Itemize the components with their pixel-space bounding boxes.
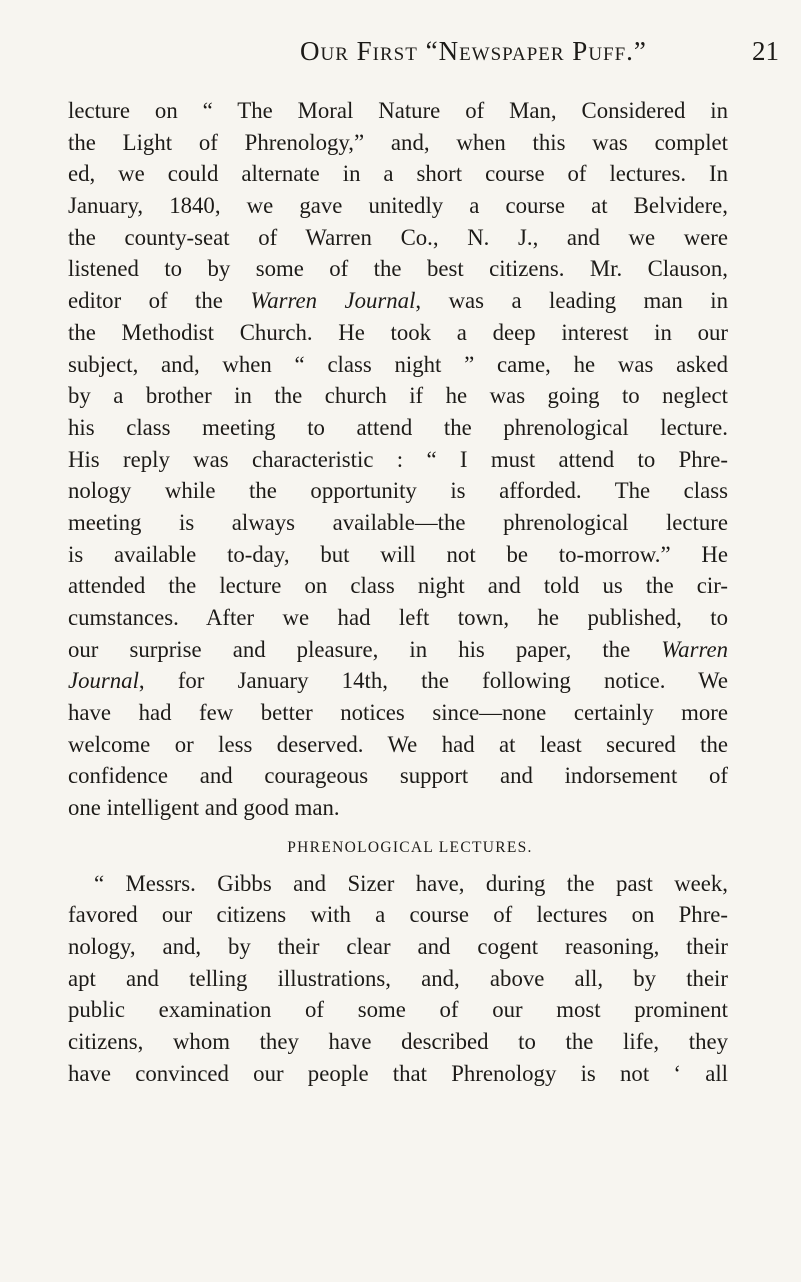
text-line: ed, we could alternate in a short course of lectures. In — [68, 161, 728, 187]
text-line: welcome or less deserved. We had at least secured the — [68, 731, 728, 757]
text-line: the county-seat of Warren Co., N. J., and we were — [68, 224, 728, 250]
text-line: cumstances. After we had left town, he published, to — [68, 605, 728, 630]
text-line: “ Messrs. Gibbs and Sizer have, during the past week, — [94, 870, 728, 896]
paragraph-quoted-notice — [68, 868, 728, 1090]
italic-title: Warren — [661, 636, 728, 662]
text-line: is available to-day, but will not be to-morrow.” He — [68, 541, 728, 567]
text-line: nology, and, by their clear and cogent reasoning, their — [68, 933, 728, 959]
text-run: , was a leading man in — [415, 288, 728, 314]
italic-title: Journal — [68, 668, 139, 694]
text-line: confidence and courageous support and indorsement of — [68, 763, 728, 789]
text-line: public examination of some of our most prominent — [68, 997, 728, 1023]
text-line: favored our citizens with a course of lectures on Phre- — [68, 902, 728, 928]
text-line: citizens, whom they have described to the life, they — [68, 1028, 728, 1054]
text-run: our surprise and pleasure, in his paper, the — [68, 636, 662, 662]
text-line: one intelligent and good man. — [68, 795, 340, 821]
paragraph-narrative — [68, 95, 728, 824]
page-number: 21 — [752, 36, 779, 66]
text-line: apt and telling illustrations, and, above all, by their — [68, 965, 728, 991]
text-line: lecture on “ The Moral Nature of Man, Considered in — [68, 98, 728, 123]
text-line — [68, 634, 728, 666]
text-line: have had few better notices since—none certainly more — [68, 700, 728, 726]
text-run: editor of the — [68, 288, 251, 314]
text-line: subject, and, when “ class night ” came, he was asked — [68, 351, 728, 377]
text-line — [68, 665, 728, 697]
text-line: listened to by some of the best citizens. Mr. Clauson, — [68, 256, 728, 282]
text-line: have convinced our people that Phrenology is not ‘ all — [68, 1060, 728, 1086]
body-text — [68, 95, 728, 1089]
text-line: attended the lecture on class night and told us the cir- — [68, 573, 728, 599]
text-line — [68, 285, 728, 317]
text-line: meeting is always available—the phrenological lecture — [68, 509, 728, 535]
text-run: , for January 14th, the following notice. We — [138, 668, 728, 694]
text-line: his class meeting to attend the phrenological lecture. — [68, 414, 728, 440]
text-line: by a brother in the church if he was going to neglect — [68, 383, 728, 409]
text-line: January, 1840, we gave unitedly a course at Belvidere, — [68, 193, 728, 219]
text-line: the Methodist Church. He took a deep interest in our — [68, 319, 728, 345]
section-heading: PHRENOLOGICAL LECTURES. — [287, 838, 533, 856]
text-line: His reply was characteristic : “ I must attend to Phre- — [68, 446, 728, 472]
running-header-title: Our First “Newspaper Puff.” — [300, 36, 647, 66]
italic-title: Warren Journal — [250, 288, 416, 314]
text-line: the Light of Phrenology,” and, when this was complet — [68, 129, 728, 155]
text-line: nology while the opportunity is afforded. The class — [68, 478, 728, 504]
